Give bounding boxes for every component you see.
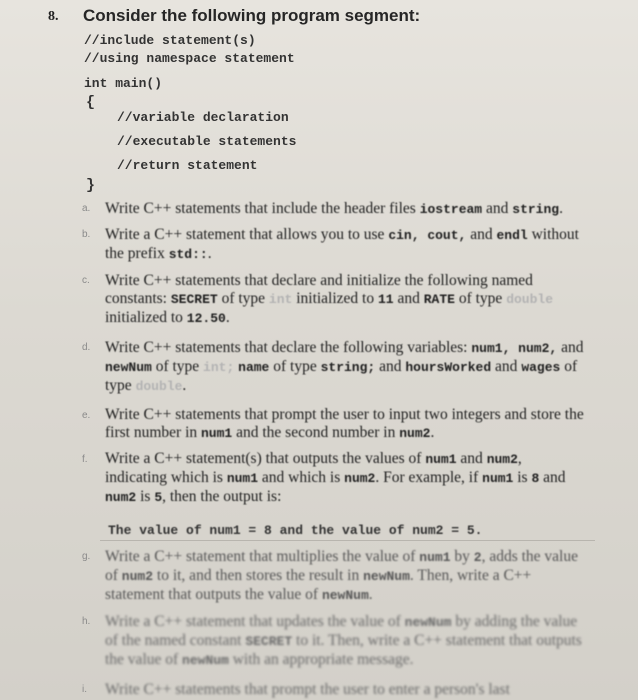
item-letter: d. <box>82 342 91 353</box>
item-letter: g. <box>82 551 91 562</box>
item-f: Write a C++ statement(s) that outputs the values of num1 and num2, indicating which is num1 and which is num2. For example, if num1 is 8 and num2 is 5, then the output is: <box>105 450 566 505</box>
code-line: { <box>86 94 96 111</box>
item-d: Write C++ statements that declare the following variables: num1, num2, and newNum of type int; name of type string; and hoursWorked and wages of type double. <box>105 339 584 394</box>
question-title: Consider the following program segment: <box>83 6 421 25</box>
divider <box>100 540 595 541</box>
item-g: Write a C++ statement that multiplies the value of num1 by 2, adds the value of num2 to it, and then stores the result in newNum. Then, write a C++ statement that outputs the value of newNum. <box>105 548 578 603</box>
item-letter: h. <box>82 616 91 627</box>
code-line: } <box>86 177 96 194</box>
question-number: 8. <box>48 9 59 24</box>
code-line: //executable statements <box>117 134 297 149</box>
code-line: //return statement <box>117 158 258 173</box>
example-output: The value of num1 = 8 and the value of num2 = 5. <box>108 523 483 538</box>
item-e: Write C++ statements that prompt the user to input two integers and store the first number in num1 and the second number in num2. <box>105 406 584 441</box>
item-h: Write a C++ statement that updates the value of newNum by adding the value of the named constant SECRET to it. Then, write a C++ statement that outputs the value of newNum with an appropriate message. <box>105 613 582 668</box>
item-letter: i. <box>82 684 87 695</box>
item-letter: a. <box>82 203 91 214</box>
code-line: //include statement(s) <box>84 33 256 48</box>
item-letter: e. <box>82 410 91 421</box>
item-b: Write a C++ statement that allows you to use cin, cout, and endl without the prefix std::. <box>105 226 579 262</box>
item-letter: c. <box>82 275 90 286</box>
code-line: //using namespace statement <box>84 51 295 66</box>
item-letter: f. <box>82 454 88 465</box>
item-a: Write C++ statements that include the header files iostream and string. <box>105 200 563 217</box>
item-letter: b. <box>82 229 91 240</box>
code-line: int main() <box>84 76 163 91</box>
code-line: //variable declaration <box>117 110 289 125</box>
item-i: Write C++ statements that prompt the user to enter a person's last <box>105 681 510 698</box>
item-c: Write C++ statements that declare and initialize the following named constants: SECRET of type int initialized to 11 and RATE of type double initialized to 12.50. <box>105 272 554 326</box>
